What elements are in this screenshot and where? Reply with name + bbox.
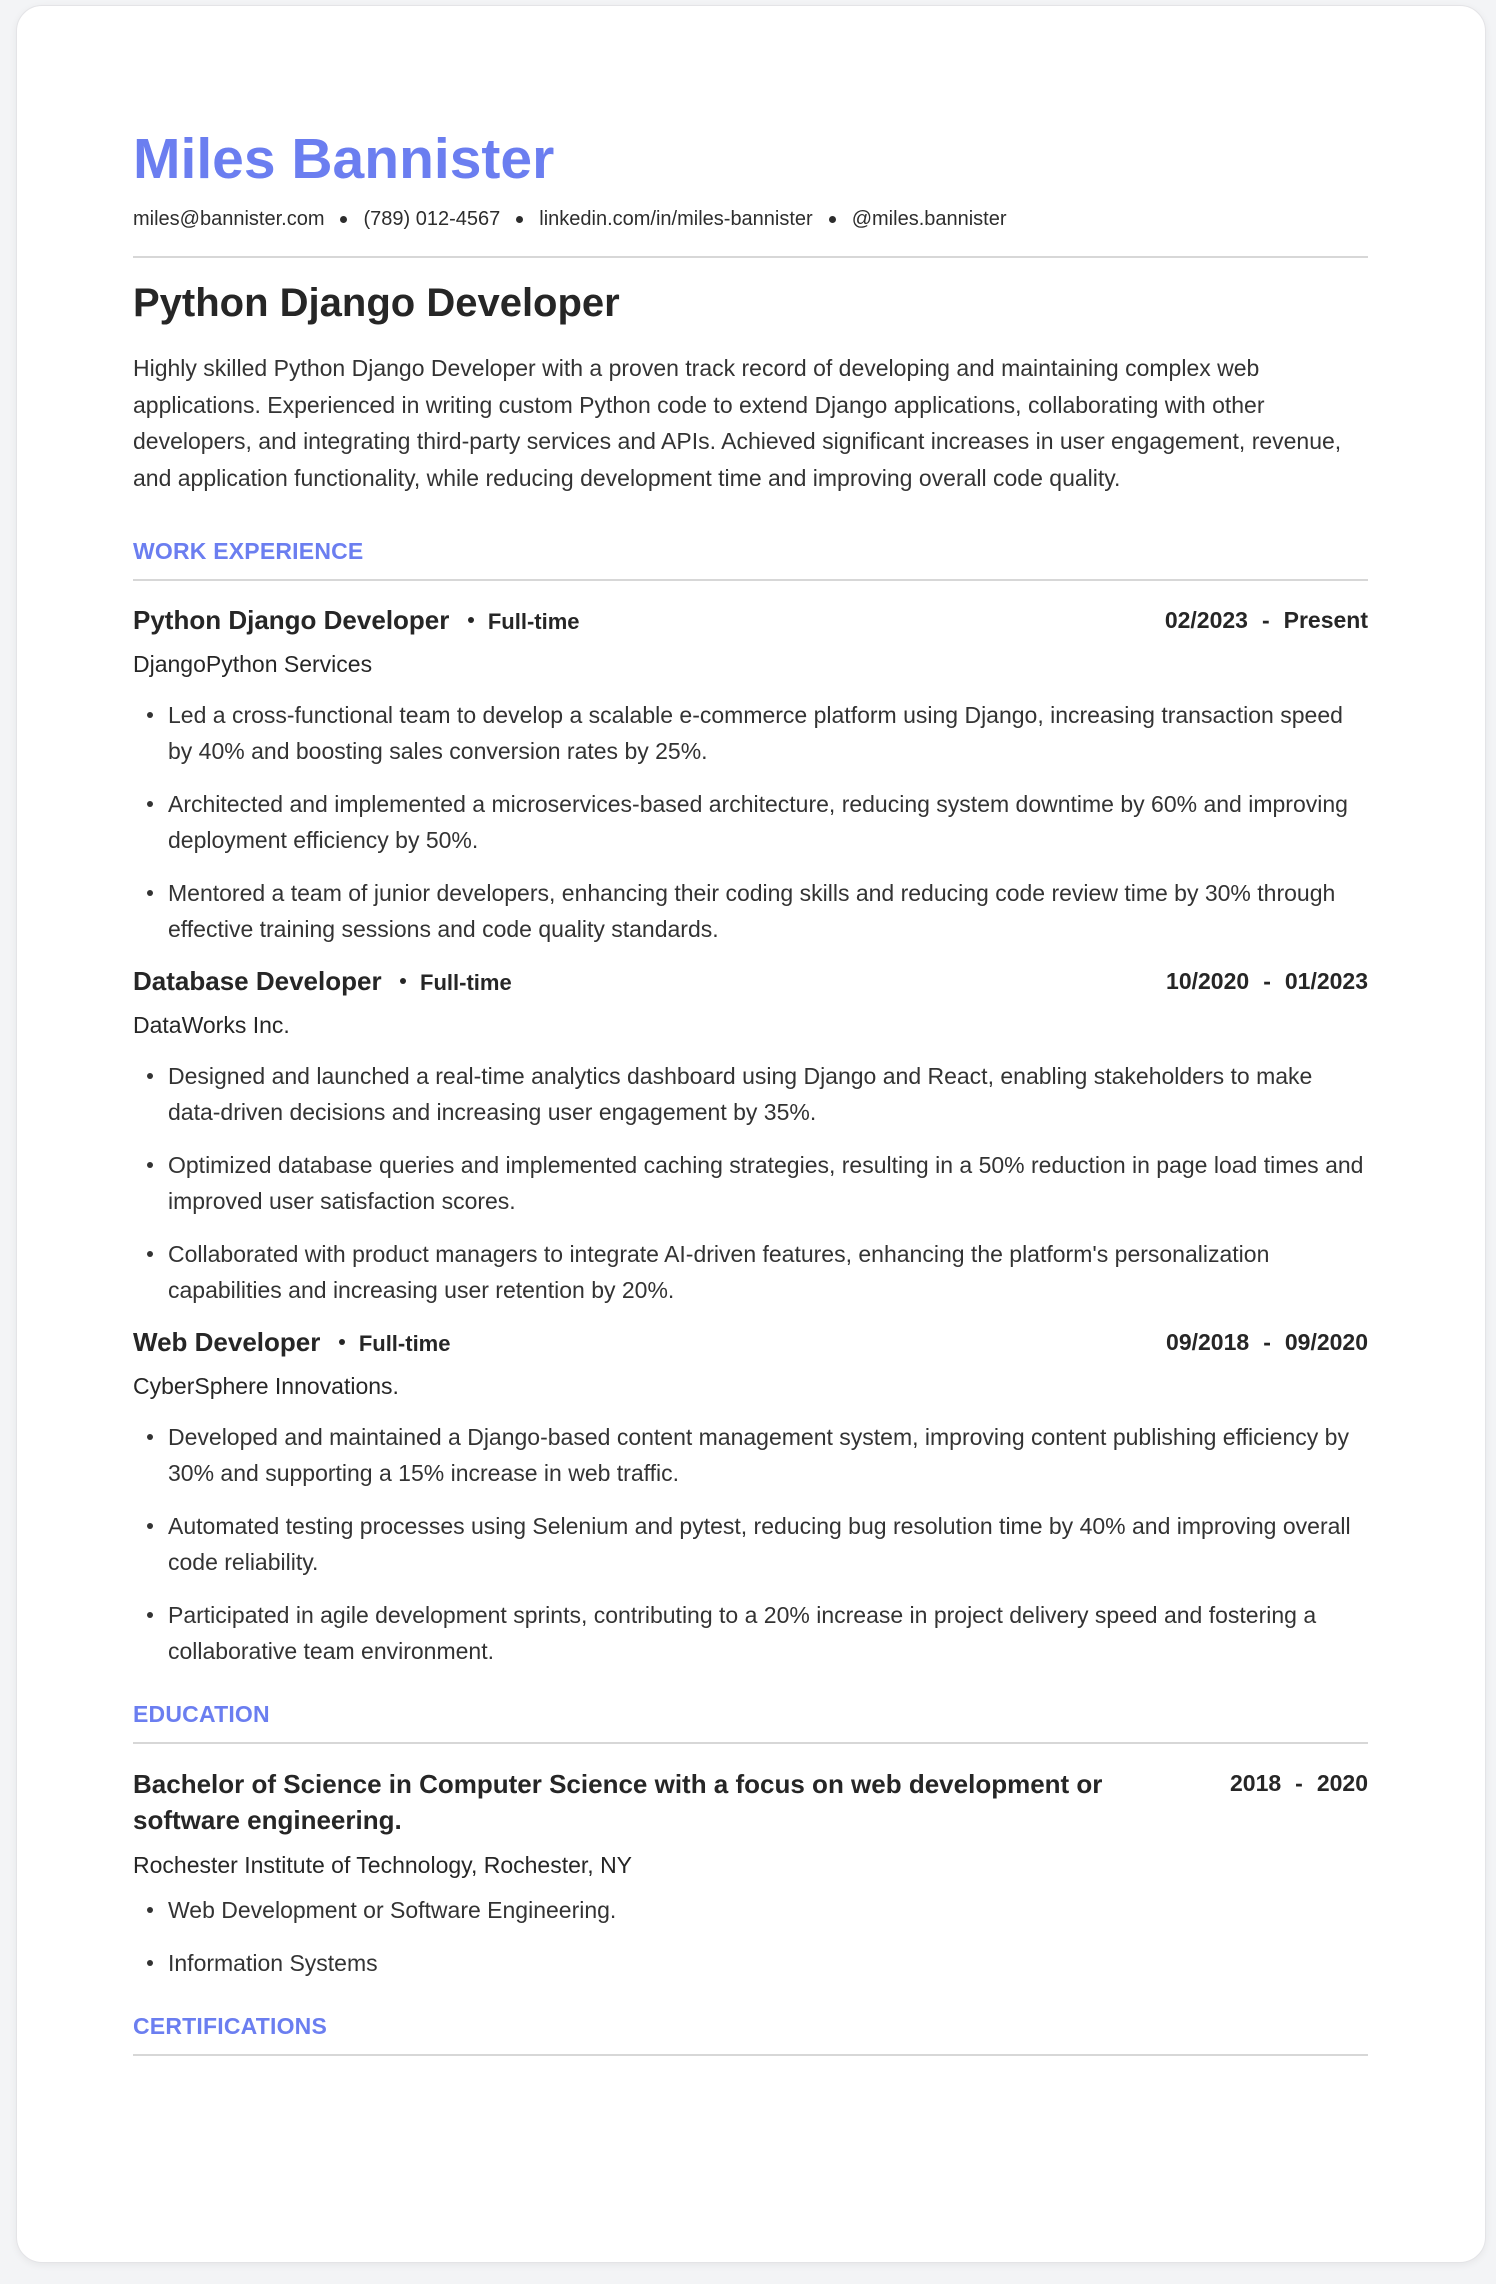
job-start: 09/2018 (1166, 1329, 1250, 1355)
list-item: Participated in agile development sprints, contributing to a 20% increase in project delivery speed and fostering a collaborative team environment. (133, 1597, 1368, 1669)
job-type: Full-time (487, 609, 580, 634)
job-dates: 10/2020 - 01/2023 (1166, 968, 1368, 994)
certifications-section (133, 2011, 1368, 2056)
job-type: Full-time (420, 970, 512, 995)
job-bullets (133, 697, 1368, 947)
job-title: Python Django Developer (133, 605, 450, 635)
company-name: CyberSphere Innovations. (133, 1373, 399, 1399)
separator-dot (829, 216, 836, 223)
job-dates: 09/2018 - 09/2020 (1166, 1329, 1368, 1355)
school-name: Rochester Institute of Technology, Rochester, NY (133, 1852, 633, 1878)
list-item: Architected and implemented a microservices-based architecture, reducing system downtime by 60% and improving deployment efficiency by 50%. (133, 786, 1368, 858)
separator-dot (339, 1339, 345, 1345)
separator-dot (340, 216, 347, 223)
summary: Highly skilled Python Django Developer with a proven track record of developing and maintaining complex web applications. Experienced in writing custom Python code to extend Django applications, collaborating with other developers, and integrating third-party services and APIs. Achieved significant increases in user engagement, revenue, and application functionality, while reducing development time and improving overall code quality. (133, 355, 1342, 491)
job-start: 02/2023 (1164, 607, 1248, 633)
separator-dot (468, 617, 474, 623)
list-item: Optimized database queries and implemented caching strategies, resulting in a 50% reduction in page load times and improved user satisfaction scores. (133, 1147, 1368, 1219)
contact-linkedin[interactable]: linkedin.com/in/miles-bannister (539, 208, 813, 230)
list-item: Automated testing processes using Selenium and pytest, reducing bug resolution time by 40% and improving overall code reliability. (133, 1508, 1368, 1580)
education-bullets (133, 1892, 1368, 1981)
contact-phone[interactable]: (789) 012-4567 (363, 208, 501, 230)
candidate-name: Miles Bannister (133, 127, 555, 191)
degree-title: Bachelor of Science in Computer Science with a focus on web development or software engineering. (133, 1769, 1103, 1835)
company-name: DataWorks Inc. (133, 1012, 290, 1038)
education-start: 2018 (1229, 1770, 1282, 1796)
section-heading-work: WORK EXPERIENCE (133, 538, 364, 564)
job-start: 10/2020 (1166, 968, 1250, 994)
education-end: 2020 (1316, 1770, 1368, 1796)
list-item: Led a cross-functional team to develop a scalable e-commerce platform using Django, increasing transaction speed by 40% and boosting sales conversion rates by 25%. (133, 697, 1368, 769)
resume-content (133, 123, 1368, 2056)
header-divider (133, 256, 1368, 258)
list-item: Information Systems (133, 1945, 1368, 1981)
job-entry (133, 603, 1368, 947)
company-name: DjangoPython Services (133, 651, 373, 677)
section-heading-education: EDUCATION (133, 1701, 270, 1727)
section-divider (133, 579, 1368, 581)
job-title: Web Developer (133, 1327, 321, 1357)
job-entry (133, 1325, 1368, 1669)
list-item: Designed and launched a real-time analytics dashboard using Django and React, enabling stakeholders to make data-driven decisions and increasing user engagement by 35%. (133, 1058, 1368, 1130)
job-bullets (133, 1058, 1368, 1308)
resume-title: Python Django Developer (133, 281, 620, 325)
job-end: Present (1283, 607, 1368, 633)
list-item: Collaborated with product managers to integrate AI-driven features, enhancing the platform's personalization capabilities and increasing user retention by 20%. (133, 1236, 1368, 1308)
separator-dot (400, 978, 406, 984)
list-item: Web Development or Software Engineering. (133, 1892, 1368, 1928)
education-section (133, 1699, 1368, 1981)
job-dates: 02/2023 - Present (1164, 607, 1368, 633)
separator-dot (516, 216, 523, 223)
job-end: 09/2020 (1284, 1329, 1368, 1355)
work-experience-section (133, 536, 1368, 1669)
list-item: Mentored a team of junior developers, enhancing their coding skills and reducing code review time by 30% through effective training sessions and code quality standards. (133, 875, 1368, 947)
job-title: Database Developer (133, 966, 382, 996)
contact-line (133, 205, 1368, 233)
resume-page (16, 5, 1486, 2263)
section-divider (133, 1742, 1368, 1744)
contact-handle[interactable]: @miles.bannister (851, 208, 1007, 230)
contact-email[interactable]: miles@bannister.com (133, 208, 325, 230)
list-item: Developed and maintained a Django-based content management system, improving content publishing efficiency by 30% and supporting a 15% increase in web traffic. (133, 1419, 1368, 1491)
job-entry (133, 964, 1368, 1308)
section-heading-certifications: CERTIFICATIONS (133, 2013, 328, 2039)
job-bullets (133, 1419, 1368, 1669)
job-end: 01/2023 (1284, 968, 1368, 994)
education-dates: 2018 - 2020 (1229, 1770, 1368, 1796)
section-divider (133, 2054, 1368, 2056)
job-type: Full-time (358, 1331, 451, 1356)
